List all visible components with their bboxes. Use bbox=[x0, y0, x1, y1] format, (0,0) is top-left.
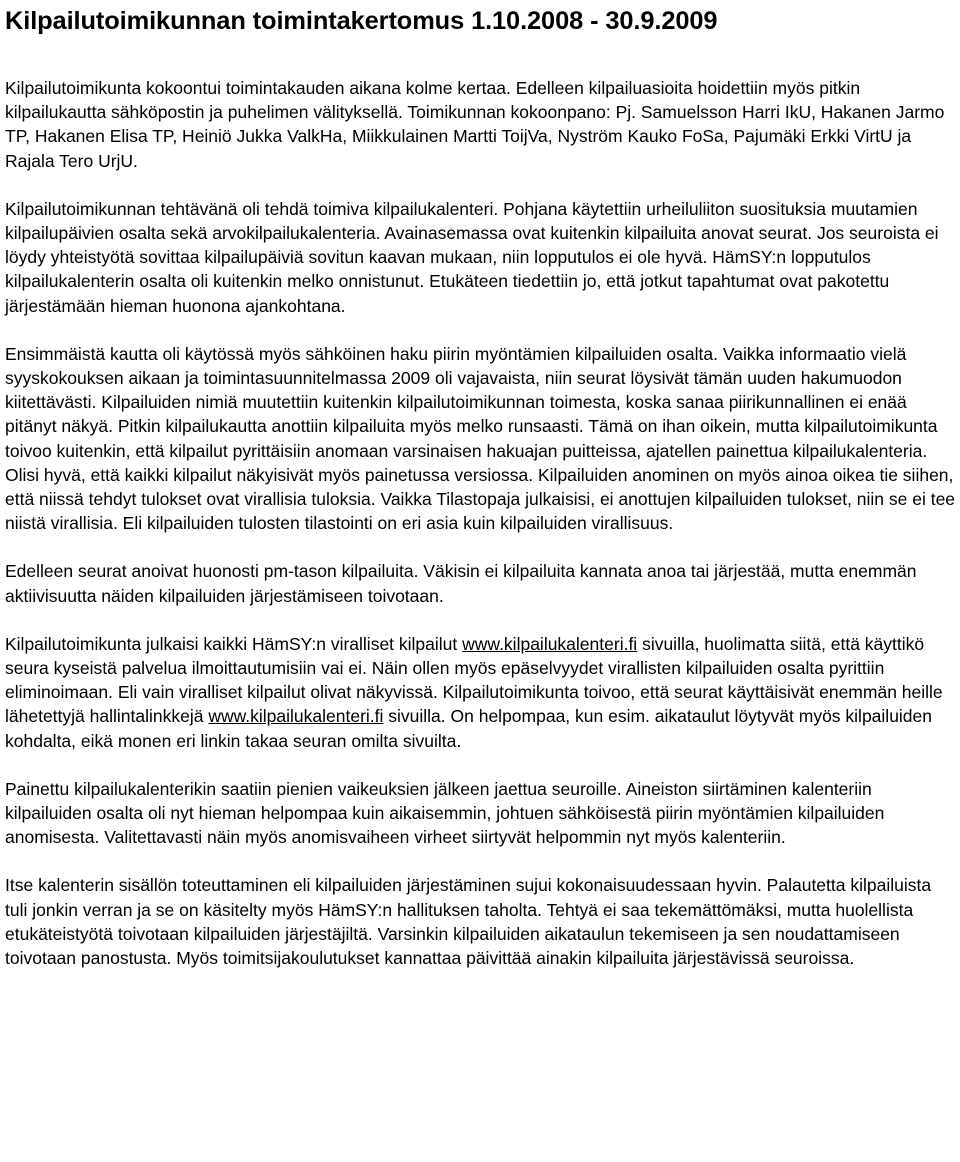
paragraph-pm-competitions: Edelleen seurat anoivat huonosti pm-tason kilpailuita. Väkisin ei kilpailuita kannata anoa tai järjestää, mutta enemmän aktiivisuutta näiden kilpailuiden järjestämiseen toivotaan. bbox=[5, 561, 917, 606]
paragraph-text: Kilpailutoimikunta julkaisi kaikki HämSY:n viralliset kilpailut bbox=[5, 633, 463, 654]
paragraph-organizing: Itse kalenterin sisällön toteuttaminen eli kilpailuiden järjestäminen sujui kokonaisuudessaan hyvin. Palautetta kilpailuista tuli jonkin verran ja se on käsitelty myös HämSY:n hallituksen taholta. Tehtyä ei saa tekemättömäksi, mutta huolellista etukäteistyötä toivotaan kilpailuiden järjestäjiltä. Varsinkin kilpailuiden aikataulun tekemiseen ja sen noudattamiseen toivotaan panostusta. Myös toimitsijakoulutukset kannattaa päivittää ainakin kilpailuita järjestävissä seuroissa. bbox=[5, 875, 932, 969]
paragraph-electronic-application: Ensimmäistä kautta oli käytössä myös sähköinen haku piirin myöntämien kilpailuiden osalta. Vaikka informaatio vielä syyskokouksen aikaan ja toimintasuunnitelmassa 2009 oli vajavaista, niin seurat löysivät tämän uuden hakumuodon kiitettävästi. Kilpailuiden nimiä muutettiin kuitenkin kilpailutoimikunnan toimesta, koska sanaa piirikunnallinen ei enää pitänyt näkyä. Pitkin kilpailukautta anottiin kilpailuita myös melko runsaasti. Tämä on ihan oikein, mutta kilpailutoimikunta toivoo kuitenkin, että kilpailut pyrittäisiin anomaan varsinaisen hakuajan puitteissa, ajatellen painettua kilpailukalenteria. Olisi hyvä, että kaikki kilpailut näkyisivät myös painetussa versiossa. Kilpailuiden anominen on myös ainoa oikea tie siihen, että niissä tehdyt tulokset ovat virallisia tuloksia. Vaikka Tilastopaja julkaisisi, ei anottujen kilpailuiden tulokset, niin se ei tee niistä virallisia. Eli kilpailuiden tulosten tilastointi on eri asia kuin kilpailuiden virallisuus. bbox=[5, 343, 956, 534]
paragraph-official-competitions bbox=[5, 632, 957, 753]
kilpailukalenteri-link[interactable]: www.kilpailukalenteri.fi bbox=[208, 706, 384, 727]
paragraph-calendar-task: Kilpailutoimikunnan tehtävänä oli tehdä toimiva kilpailukalenteri. Pohjana käytettiin urheiluliiton suosituksia muutamien kilpailupäivien osalta sekä arvokilpailukalenteria. Avainasemassa ovat kuitenkin kilpailuita anovat seurat. Jos seuroista ei löydy yhteistyötä sovittaa kilpailupäiviä sovitun kaavan mukaan, niin lopputulos ei ole hyvä. HämSY:n lopputulos kilpailukalenterin osalta oli kuitenkin melko onnistunut. Etukäteen tiedettiin jo, että jotkut tapahtumat ovat pakotettu järjestämään hieman huonona ajankohtana. bbox=[5, 198, 939, 316]
paragraph-printed-calendar: Painettu kilpailukalenterikin saatiin pienien vaikeuksien jälkeen jaettua seuroille. Aineiston siirtäminen kalenteriin kilpailuiden osalta oli nyt hieman helpompaa kuin aikaisemmin, johtuen sähköisestä piirin myöntämien kilpailuiden anomisesta. Valitettavasti näin myös anomisvaiheen virheet siirtyvät helpommin nyt myös kalenteriin. bbox=[5, 778, 885, 848]
document-title: Kilpailutoimikunnan toimintakertomus 1.10.2008 - 30.9.2009 bbox=[5, 7, 718, 35]
paragraph-meetings: Kilpailutoimikunta kokoontui toimintakauden aikana kolme kertaa. Edelleen kilpailuasioita hoidettiin myös pitkin kilpailukautta sähköpostin ja puhelimen välityksellä. Toimikunnan kokoonpano: Pj. Samuelsson Harri IkU, Hakanen Jarmo TP, Hakanen Elisa TP, Heiniö Jukka ValkHa, Miikkulainen Martti ToijVa, Nyström Kauko FoSa, Pajumäki Erkki VirtU ja Rajala Tero UrjU. bbox=[5, 78, 945, 171]
paragraph-text: sivuilla. On helpompaa, kun esim. aikataulut löytyvät myös kilpailuiden kohdalta, eikä monen eri linkin takaa seuran omilta sivuilta. bbox=[5, 706, 933, 751]
kilpailukalenteri-link[interactable]: www.kilpailukalenteri.fi bbox=[462, 633, 638, 654]
paragraph-text: sivuilla, huolimatta siitä, että käyttikö seura kyseistä palvelua ilmoittautumisiin vai ei. Näin ollen myös epäselvyydet virallisten kilpailuiden osalta pyrittiin eliminoimaan. Eli vain viralliset kilpailut olivat näkyvissä. Kilpailutoimikunta toivoo, että seurat käyttäisivät enemmän heille lähetettyjä hallintalinkkejä bbox=[5, 633, 943, 727]
